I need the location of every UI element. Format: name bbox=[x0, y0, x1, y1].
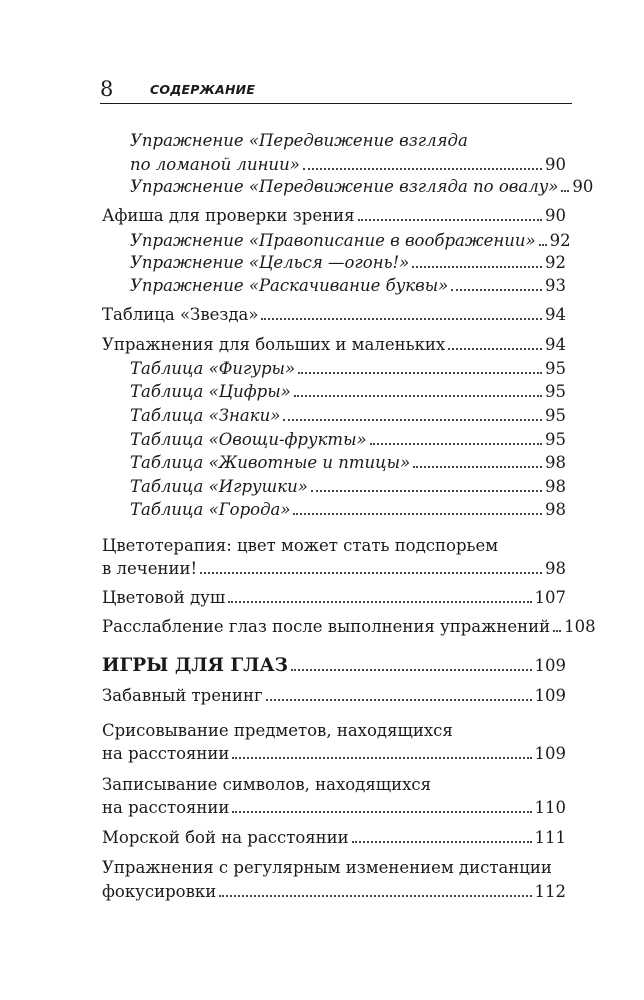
toc-page-number: 109 bbox=[534, 686, 566, 705]
toc-page-number: 98 bbox=[545, 559, 566, 578]
toc-page-number: 95 bbox=[545, 382, 566, 401]
toc-leader-dots bbox=[298, 372, 542, 374]
toc-entry-title: Упражнение «Раскачивание буквы» bbox=[130, 276, 449, 295]
toc-entry bbox=[102, 856, 552, 880]
toc-entry bbox=[130, 274, 566, 298]
toc-page-number: 109 bbox=[534, 744, 566, 763]
toc-entry-title: Упражнение «Правописание в воображении» bbox=[130, 231, 536, 250]
toc-entry-title: Упражнение «Целься —огонь!» bbox=[130, 253, 410, 272]
toc-entry bbox=[102, 586, 566, 610]
toc-page-number: 107 bbox=[534, 588, 566, 607]
toc-entry bbox=[102, 796, 566, 820]
toc-leader-dots bbox=[539, 244, 547, 246]
toc-page-number: 111 bbox=[534, 828, 566, 847]
toc-leader-dots bbox=[232, 757, 531, 759]
toc-entry-title: ИГРЫ ДЛЯ ГЛАЗ bbox=[102, 655, 288, 676]
toc-entry bbox=[102, 303, 566, 327]
toc-leader-dots bbox=[293, 513, 542, 515]
toc-leader-dots bbox=[266, 699, 532, 701]
toc-leader-dots bbox=[412, 266, 542, 268]
toc-page-number: 95 bbox=[545, 430, 566, 449]
toc-entry-title: Таблица «Города» bbox=[130, 500, 291, 519]
toc-entry-title: Афиша для проверки зрения bbox=[102, 206, 355, 225]
toc-entry bbox=[102, 615, 596, 639]
toc-page-number: 94 bbox=[545, 305, 566, 324]
toc-leader-dots bbox=[553, 630, 561, 632]
toc-entry bbox=[102, 773, 431, 797]
toc-entry bbox=[130, 428, 566, 452]
toc-page-number: 90 bbox=[545, 155, 566, 174]
toc-entry-title: Таблица «Игрушки» bbox=[130, 477, 308, 496]
toc-entry bbox=[130, 175, 594, 199]
toc-entry bbox=[102, 534, 498, 558]
toc-entry-title: Упражнения для больших и маленьких bbox=[102, 335, 446, 354]
toc-entry-title: Упражнение «Передвижение взгляда bbox=[130, 131, 468, 150]
toc-entry-title: Упражнение «Передвижение взгляда по овалу» bbox=[130, 177, 559, 196]
toc-entry bbox=[102, 204, 566, 228]
toc-entry-title: Таблица «Знаки» bbox=[130, 406, 281, 425]
toc-entry bbox=[130, 251, 566, 275]
toc-entry-title: Морской бой на расстоянии bbox=[102, 828, 349, 847]
toc-entry bbox=[102, 719, 453, 743]
toc-entry-title: Записывание символов, находящихся bbox=[102, 775, 432, 794]
toc-entry-title: Упражнения с регулярным изменением дистанции bbox=[102, 858, 552, 877]
toc-entry-title: Цветотерапия: цвет может стать подспорьем bbox=[102, 536, 499, 555]
toc-chapter bbox=[102, 654, 566, 678]
toc-leader-dots bbox=[291, 669, 532, 671]
toc-entry bbox=[130, 475, 566, 499]
toc-entry-title: в лечении! bbox=[102, 559, 198, 578]
toc-leader-dots bbox=[358, 219, 542, 221]
toc-leader-dots bbox=[448, 348, 542, 350]
toc-page-number: 110 bbox=[534, 798, 566, 817]
toc-leader-dots bbox=[451, 289, 542, 291]
toc-entry bbox=[130, 229, 571, 253]
toc-page-number: 90 bbox=[572, 177, 594, 196]
toc-leader-dots bbox=[370, 443, 542, 445]
toc-leader-dots bbox=[283, 419, 542, 421]
toc-page-number: 94 bbox=[545, 335, 566, 354]
toc-entry bbox=[130, 129, 468, 153]
toc-page-number: 93 bbox=[545, 276, 566, 295]
toc-entry bbox=[102, 557, 566, 581]
toc-page-number: 92 bbox=[545, 253, 566, 272]
toc-leader-dots bbox=[261, 318, 542, 320]
toc-page-number: 98 bbox=[545, 500, 566, 519]
toc-page-number: 98 bbox=[545, 453, 566, 472]
toc-entry-title: Таблица «Животные и птицы» bbox=[130, 453, 411, 472]
toc-leader-dots bbox=[219, 895, 531, 897]
toc-entry bbox=[130, 357, 566, 381]
toc-entry-title: Забавный тренинг bbox=[102, 686, 263, 705]
toc-page-number: 98 bbox=[545, 477, 566, 496]
toc-leader-dots bbox=[352, 841, 532, 843]
section-title: СОДЕРЖАНИЕ bbox=[150, 82, 256, 97]
toc-leader-dots bbox=[294, 395, 542, 397]
toc-entry bbox=[102, 333, 566, 357]
toc-entry-title: Таблица «Звезда» bbox=[102, 305, 259, 324]
toc-entry-title: на расстоянии bbox=[102, 798, 230, 817]
toc-leader-dots bbox=[200, 572, 542, 574]
toc-entry bbox=[130, 451, 566, 475]
toc-page-number: 112 bbox=[534, 882, 566, 901]
toc-leader-dots bbox=[303, 168, 542, 170]
toc-entry-title: по ломаной линии» bbox=[130, 155, 300, 174]
toc-page-number: 90 bbox=[545, 206, 566, 225]
toc-entry bbox=[102, 880, 566, 904]
toc-entry bbox=[102, 742, 566, 766]
toc-page-number: 109 bbox=[534, 656, 566, 675]
toc-page-number: 95 bbox=[545, 359, 566, 378]
toc-entry-title: Срисовывание предметов, находящихся bbox=[102, 721, 453, 740]
toc-entry-title: фокусировки bbox=[102, 882, 217, 901]
toc-page-number: 108 bbox=[564, 617, 596, 636]
toc-leader-dots bbox=[311, 490, 542, 492]
toc-entry bbox=[102, 684, 566, 708]
toc-entry bbox=[130, 153, 566, 177]
toc-entry-title: Цветовой душ bbox=[102, 588, 226, 607]
toc-entry bbox=[130, 498, 566, 522]
toc-entry-title: Таблица «Овощи-фрукты» bbox=[130, 430, 367, 449]
toc-page-number: 92 bbox=[549, 231, 571, 250]
page-number: 8 bbox=[100, 77, 114, 101]
toc-leader-dots bbox=[228, 601, 531, 603]
toc-entry bbox=[102, 826, 566, 850]
toc-entry-title: Таблица «Фигуры» bbox=[130, 359, 296, 378]
toc-page-number: 95 bbox=[545, 406, 566, 425]
toc-entry bbox=[130, 404, 566, 428]
toc-entry bbox=[130, 380, 566, 404]
toc-leader-dots bbox=[561, 190, 569, 192]
toc-leader-dots bbox=[232, 811, 531, 813]
toc-leader-dots bbox=[413, 466, 542, 468]
toc-entry-title: на расстоянии bbox=[102, 744, 230, 763]
toc-entry-title: Таблица «Цифры» bbox=[130, 382, 291, 401]
toc-entry-title: Расслабление глаз после выполнения упражнений bbox=[102, 617, 551, 636]
